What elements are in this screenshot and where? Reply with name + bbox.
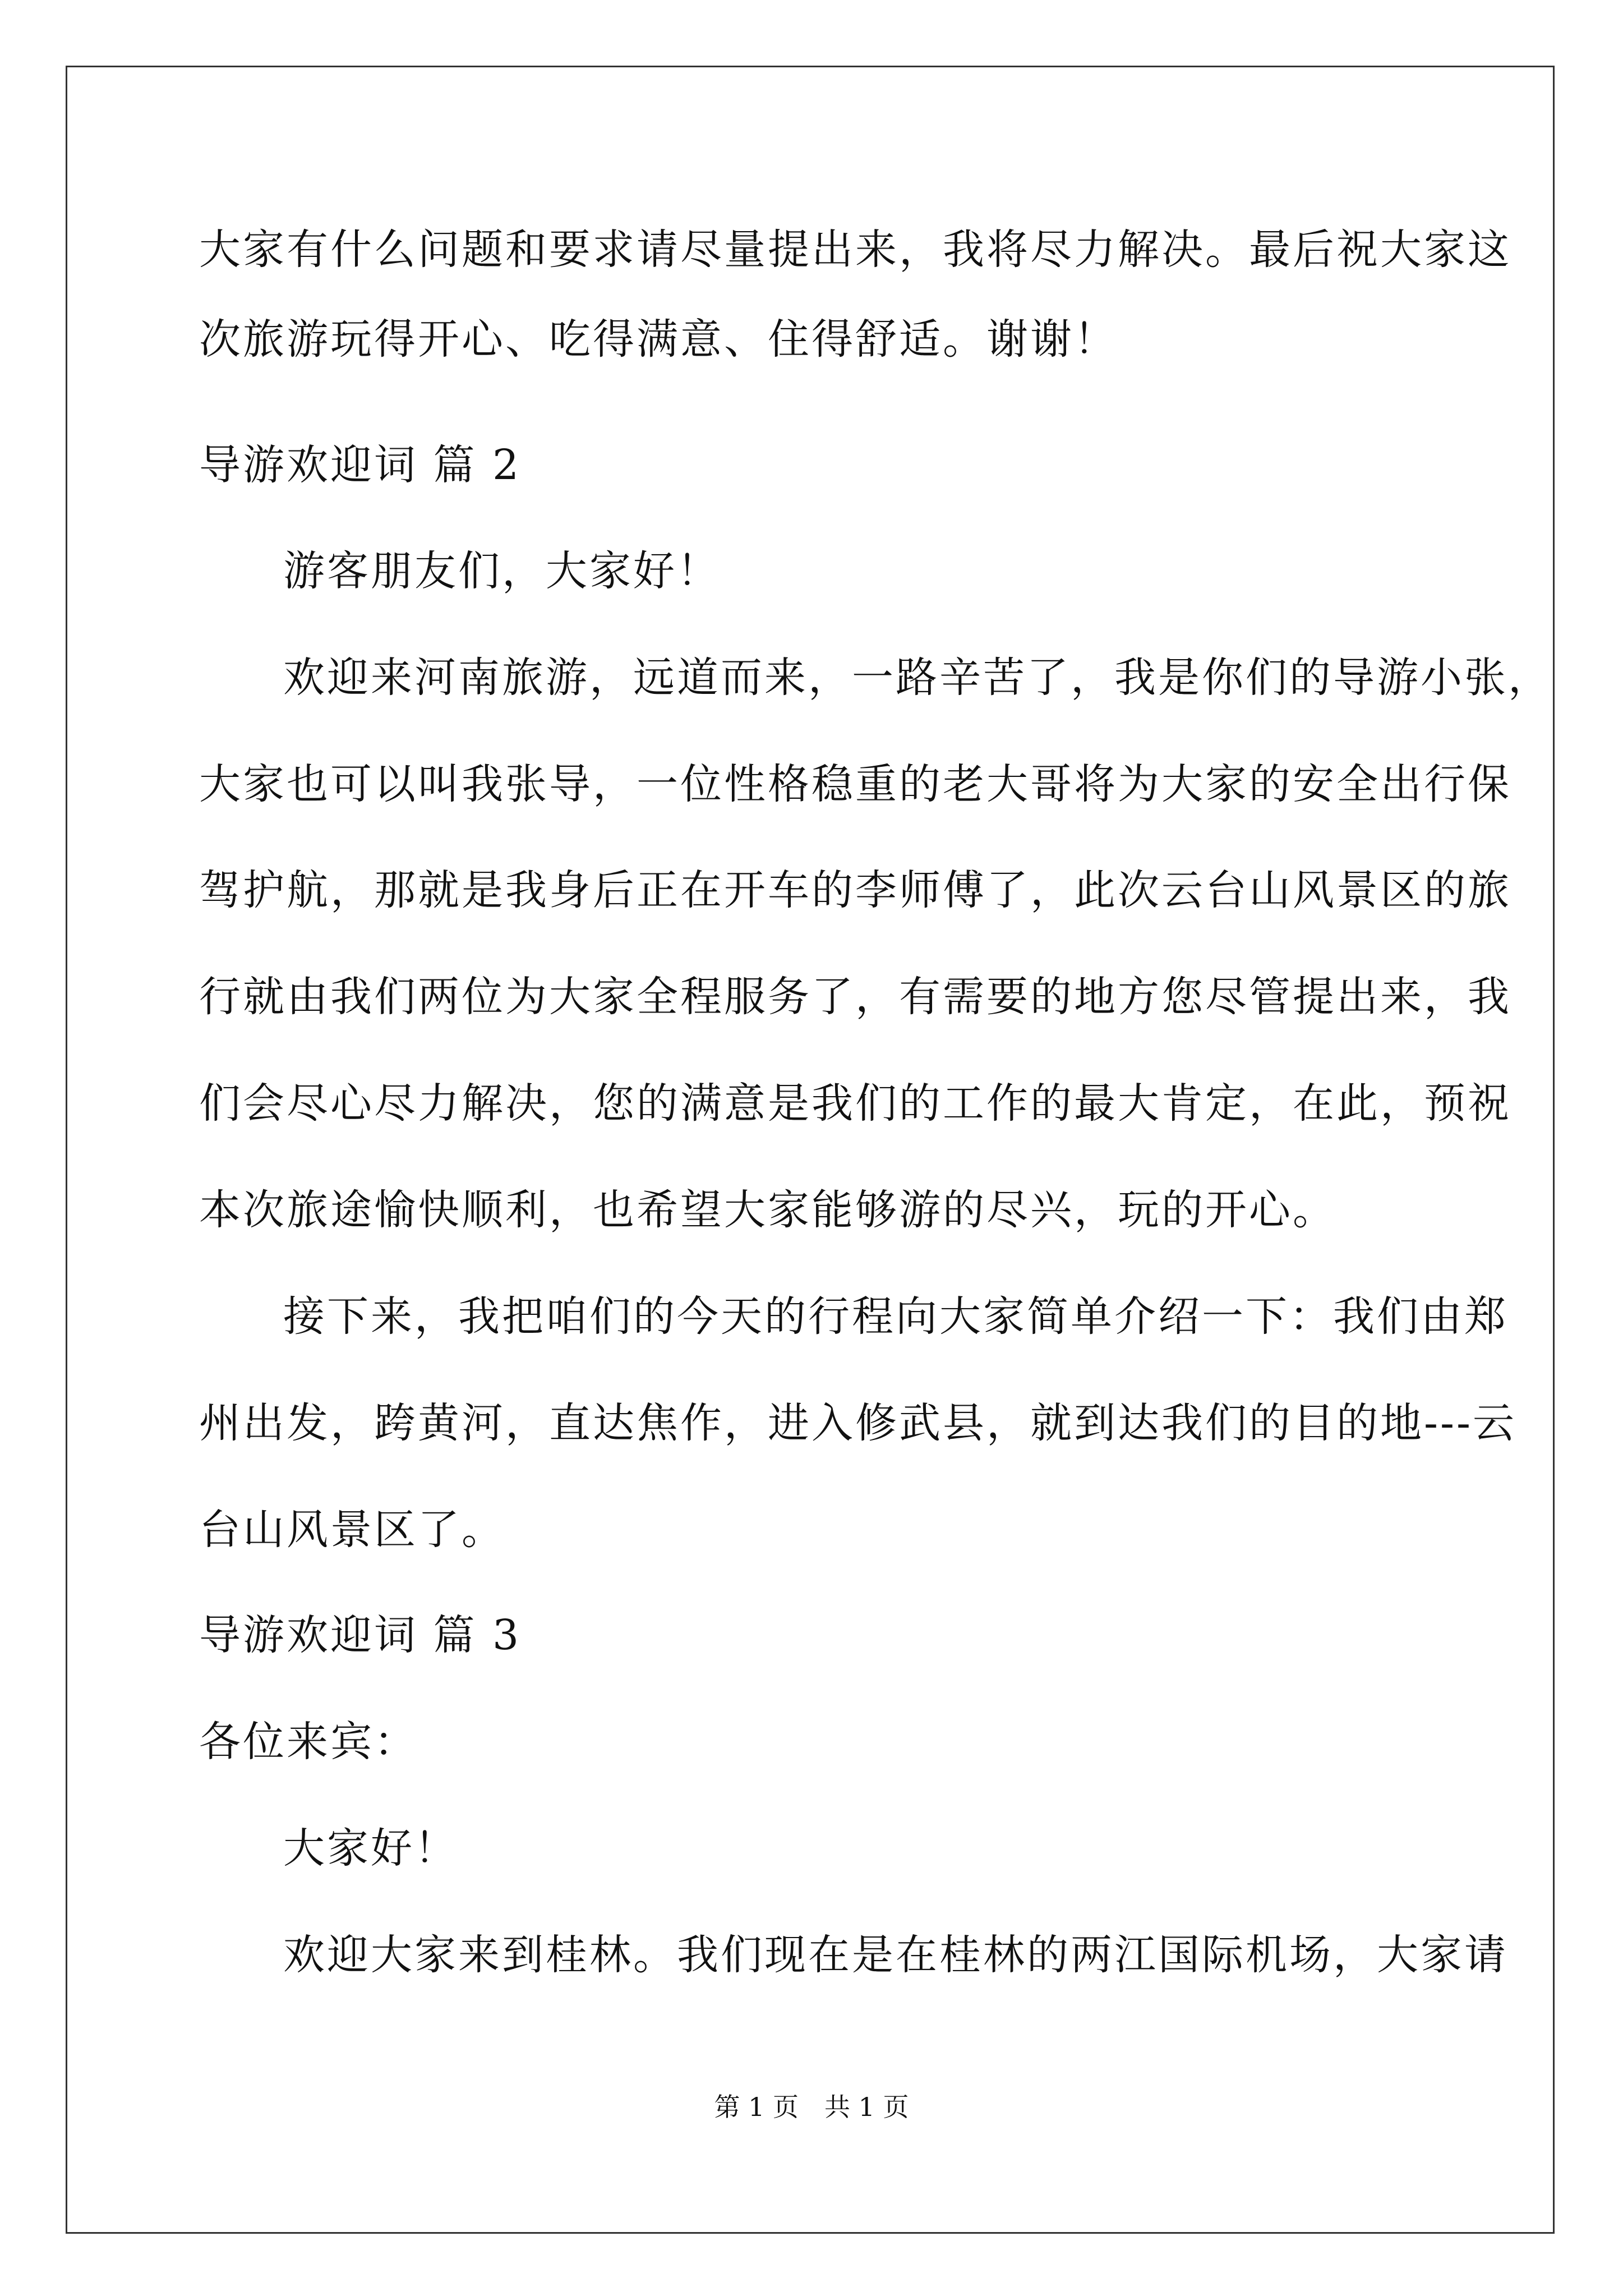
paragraph-line: 大家也可以叫我张导，一位性格稳重的老大哥将为大家的安全出行保 — [199, 760, 1511, 808]
greeting-line: 游客朋友们，大家好！ — [283, 547, 721, 595]
paragraph-line: 们会尽心尽力解决，您的满意是我们的工作的最大肯定，在此，预祝 — [199, 1079, 1511, 1128]
salutation-line: 各位来宾： — [199, 1718, 418, 1766]
page-border — [66, 66, 1555, 2234]
section-heading-3: 导游欢迎词 篇 3 — [199, 1611, 522, 1659]
paragraph-line: 欢迎大家来到桂林。我们现在是在桂林的两江国际机场，大家请 — [283, 1931, 1508, 1979]
page-footer: 第 1 页 共 1 页 — [714, 2092, 909, 2122]
paragraph-line: 州出发，跨黄河，直达焦作，进入修武县，就到达我们的目的地---云 — [199, 1399, 1517, 1447]
paragraph-line: 次旅游玩得开心、吃得满意、住得舒适。谢谢！ — [199, 315, 1118, 364]
paragraph-line: 台山风景区了。 — [199, 1506, 505, 1554]
paragraph-line: 驾护航，那就是我身后正在开车的李师傅了，此次云台山风景区的旅 — [199, 866, 1511, 914]
paragraph-line: 行就由我们两位为大家全程服务了，有需要的地方您尽管提出来，我 — [199, 973, 1511, 1021]
section-heading-2: 导游欢迎词 篇 2 — [199, 441, 522, 489]
paragraph-line: 欢迎来河南旅游，远道而来，一路辛苦了，我是你们的导游小张， — [283, 654, 1552, 702]
greeting-line: 大家好！ — [283, 1824, 458, 1872]
paragraph-line: 本次旅途愉快顺利，也希望大家能够游的尽兴，玩的开心。 — [199, 1186, 1336, 1234]
paragraph-line: 接下来，我把咱们的今天的行程向大家简单介绍一下：我们由郑 — [283, 1292, 1508, 1341]
paragraph-line: 大家有什么问题和要求请尽量提出来，我将尽力解决。最后祝大家这 — [199, 226, 1511, 274]
